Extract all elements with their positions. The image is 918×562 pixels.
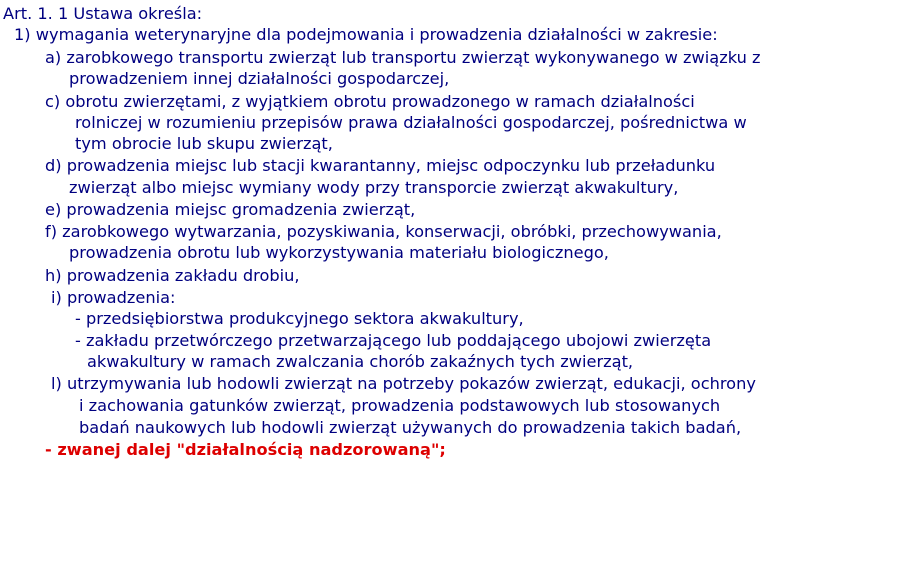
item-f-line-2: prowadzenia obrotu lub wykorzystywania materiału biologicznego, — [69, 243, 609, 262]
item-l-line-2: i zachowania gatunków zwierząt, prowadzenia podstawowych lub stosowanych — [79, 396, 721, 415]
item-i-line-1: i) prowadzenia: — [51, 288, 176, 307]
item-e-line-1: e) prowadzenia miejsc gromadzenia zwierząt, — [45, 200, 416, 219]
item-c-line-2: rolniczej w rozumieniu przepisów prawa działalności gospodarczej, pośrednictwa w — [75, 113, 747, 132]
item-l-line-1: l) utrzymywania lub hodowli zwierząt na potrzeby pokazów zwierząt, edukacji, ochrony — [51, 374, 756, 393]
item-a-line-2: prowadzeniem innej działalności gospodarczej, — [69, 69, 450, 88]
item-d-line-1: d) prowadzenia miejsc lub stacji kwarantanny, miejsc odpoczynku lub przeładunku — [45, 156, 716, 175]
point-1: 1) wymagania weterynaryjne dla podejmowania i prowadzenia działalności w zakresie: — [14, 25, 718, 44]
item-c-line-1: c) obrotu zwierzętami, z wyjątkiem obrotu prowadzonego w ramach działalności — [45, 92, 695, 111]
item-l-line-3: badań naukowych lub hodowli zwierząt używanych do prowadzenia takich badań, — [79, 418, 742, 437]
item-f-line-1: f) zarobkowego wytwarzania, pozyskiwania, konserwacji, obróbki, przechowywania, — [45, 222, 722, 241]
item-d-line-2: zwierząt albo miejsc wymiany wody przy transporcie zwierząt akwakultury, — [69, 178, 679, 197]
item-h-line-1: h) prowadzenia zakładu drobiu, — [45, 266, 300, 285]
closing-definition: - zwanej dalej "działalnością nadzorowaną"; — [45, 440, 446, 459]
item-i-dash-2-line-2: akwakultury w ramach zwalczania chorób zakaźnych tych zwierząt, — [87, 352, 634, 371]
item-a-line-1: a) zarobkowego transportu zwierząt lub transportu zwierząt wykonywanego w związku z — [45, 48, 761, 67]
item-c-line-3: tym obrocie lub skupu zwierząt, — [75, 134, 333, 153]
article-heading: Art. 1. 1 Ustawa określa: — [3, 4, 203, 23]
item-i-dash-2-line-1: - zakładu przetwórczego przetwarzającego lub poddającego ubojowi zwierzęta — [75, 331, 712, 350]
item-i-dash-1: - przedsiębiorstwa produkcyjnego sektora akwakultury, — [75, 309, 524, 328]
